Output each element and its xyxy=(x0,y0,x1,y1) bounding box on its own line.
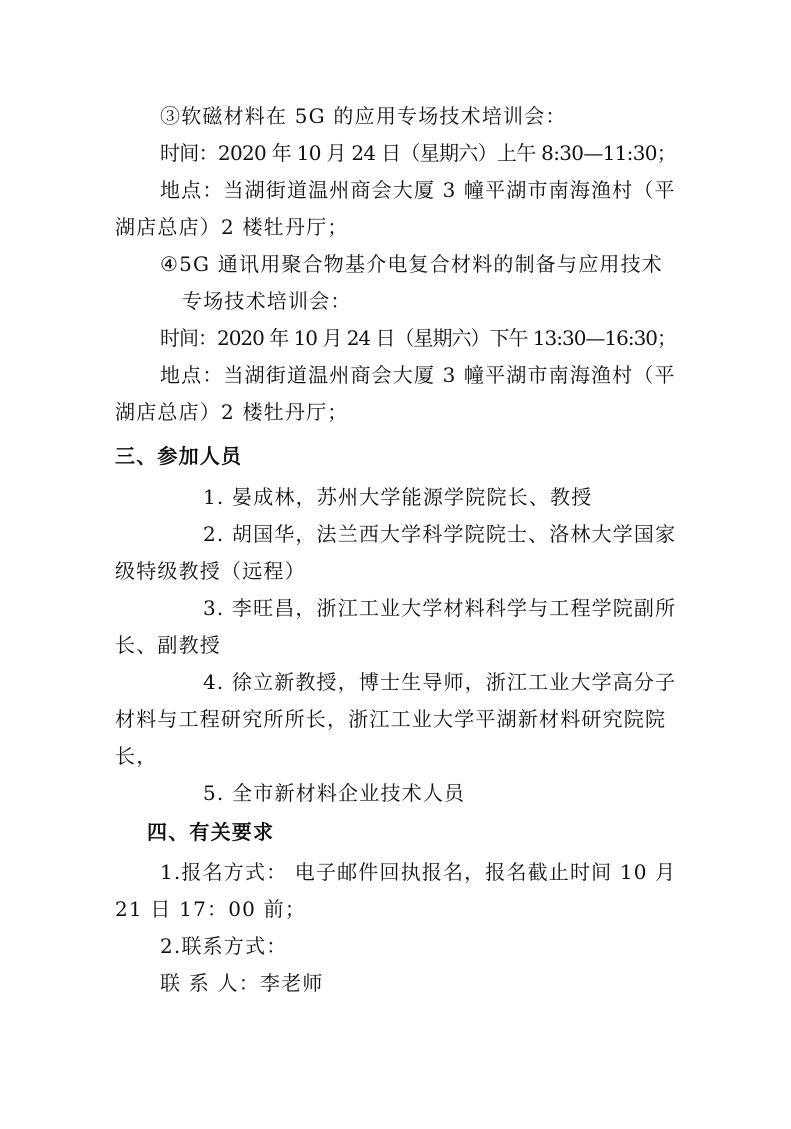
session3-title: ③软磁材料在 5G 的应用专场技术培训会： xyxy=(160,104,567,128)
participant-3-line2: 长、副教授 xyxy=(115,633,221,657)
participant-4-line1: 4. 徐立新教授，博士生导师，浙江工业大学高分子 xyxy=(203,670,677,694)
session3-location-line2: 湖店总店）2 楼牡丹厅； xyxy=(115,215,349,239)
session4-location-line2: 湖店总店）2 楼牡丹厅； xyxy=(115,400,349,424)
session4-time: 时间：2020 年 10 月 24 日（星期六）下午 13:30—16:30； xyxy=(160,326,677,350)
participant-1: 1. 晏成林，苏州大学能源学院院长、教授 xyxy=(203,485,593,509)
requirement-2: 2.联系方式： xyxy=(160,934,288,958)
participant-4-line3: 长， xyxy=(115,744,158,768)
contact-person: 联 系 人：李老师 xyxy=(160,971,324,995)
participant-3-line1: 3. 李旺昌，浙江工业大学材料科学与工程学院副所 xyxy=(203,596,677,620)
participant-2-line1: 2. 胡国华，法兰西大学科学院院士、洛林大学国家 xyxy=(203,522,677,546)
session4-title-line2: 专场技术培训会： xyxy=(182,289,352,313)
session4-location-line1: 地点：当湖街道温州商会大厦 3 幢平湖市南海渔村（平 xyxy=(160,363,676,387)
participant-4-line2: 材料与工程研究所所长，浙江工业大学平湖新材料研究院院 xyxy=(115,707,667,731)
participant-2-line2: 级特级教授（远程） xyxy=(115,559,306,583)
requirement-1-line1: 1.报名方式： 电子邮件回执报名，报名截止时间 10 月 xyxy=(160,860,677,884)
session3-time: 时间：2020 年 10 月 24 日（星期六）上午 8:30—11:30； xyxy=(160,141,677,165)
session4-title-line1: ④5G 通讯用聚合物基介电复合材料的制备与应用技术 xyxy=(160,252,663,276)
participant-5: 5. 全市新材料企业技术人员 xyxy=(203,781,466,805)
requirements-heading: 四、有关要求 xyxy=(147,820,275,844)
requirement-1-line2: 21 日 17：00 前； xyxy=(115,897,307,921)
session3-location-line1: 地点：当湖街道温州商会大厦 3 幢平湖市南海渔村（平 xyxy=(160,178,676,202)
participants-heading: 三、参加人员 xyxy=(115,444,243,468)
